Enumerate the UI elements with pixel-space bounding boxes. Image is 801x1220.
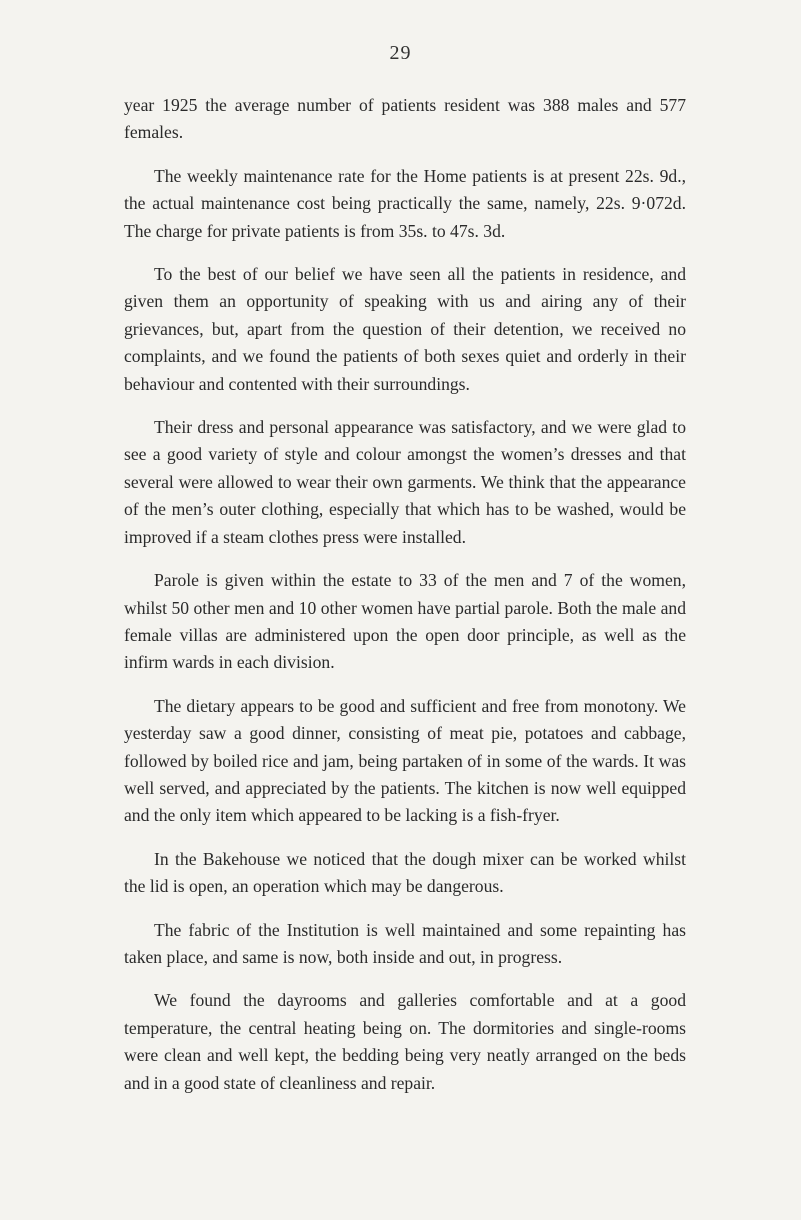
- paragraph-fabric: The fabric of the Institution is well maintained and some repainting has taken place, and same is now, both inside and out, in progress.: [124, 919, 686, 967]
- paragraph-dayrooms: We found the dayrooms and galleries comfortable and at a good temperature, the central heating being on. The dormitories and single-rooms were clean and well kept, the bedding being very neatly arranged on the beds and in a good state of cleanliness and repair.: [124, 990, 686, 1093]
- page-number: 29: [389, 42, 412, 64]
- paragraph-resident-patients: year 1925 the average number of patients resident was 388 males and 577 females.: [124, 95, 686, 143]
- paragraph-patient-interviews: To the best of our belief we have seen all the patients in residence, and given them an opportunity of speaking with us and airing any of their grievances, but, apart from the question of their detention, we received no complaints, and we found the patients of both sexes quiet and orderly in their behaviour and contented with their surroundings.: [124, 264, 686, 394]
- paragraph-bakehouse: In the Bakehouse we noticed that the dough mixer can be worked whilst the lid is open, an operation which may be dangerous.: [124, 848, 686, 897]
- paragraph-maintenance-rate: The weekly maintenance rate for the Home patients is at present 22s. 9d., the actual maintenance cost being practically the same, namely, 22s. 9·072d. The charge for private patients is from 35s. to 47s. 3d.: [124, 165, 686, 241]
- document-body: [124, 92, 686, 1113]
- paragraph-parole: Parole is given within the estate to 33 of the men and 7 of the women, whilst 50 other men and 10 other women have partial parole. Both the male and female villas are administered upon the open door principle, as well as the infirm wards in each division.: [124, 570, 686, 673]
- paragraph-dress-appearance: Their dress and personal appearance was satisfactory, and we were glad to see a good variety of style and colour amongst the women’s dresses and that several were allowed to wear their own garments. We think that the appearance of the men’s outer clothing, especially that which has to be washed, would be improved if a steam clothes press were installed.: [124, 417, 686, 547]
- paragraph-dietary: The dietary appears to be good and sufficient and free from monotony. We yesterday saw a good dinner, consisting of meat pie, potatoes and cabbage, followed by boiled rice and jam, being partaken of in some of the wards. It was well served, and appreciated by the patients. The kitchen is now well equipped and the only item which appeared to be lacking is a fish-fryer.: [124, 695, 686, 826]
